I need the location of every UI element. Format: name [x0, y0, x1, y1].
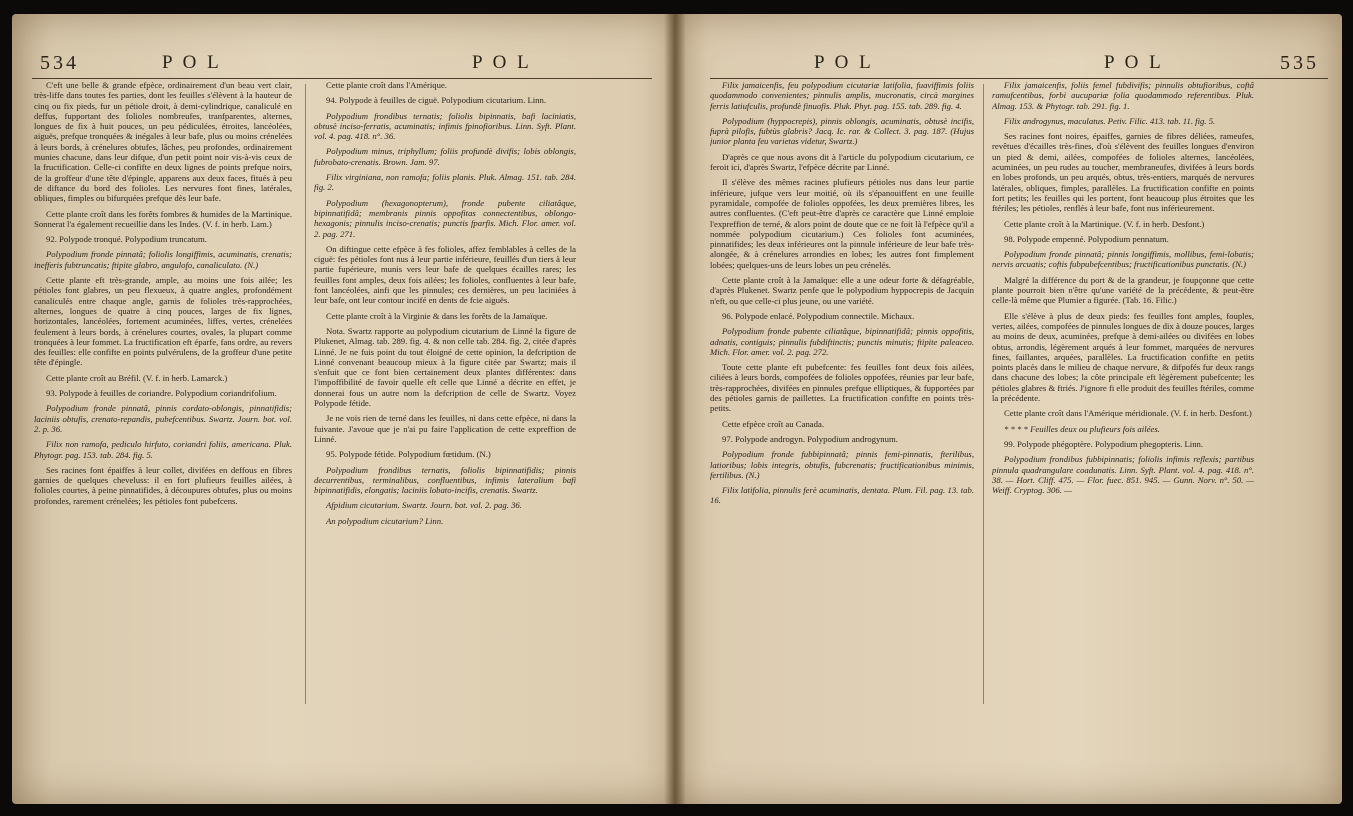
paragraph: Nota. Swartz rapporte au polypodium cicutarium de Linné la figure de Plukenet, Almag. tab. 289. fig. 4. & non celle tab. 284. fig. 2, citée d'après Linné. Je ne fuis point du tout éloigné de cette opinion, la defcription de Linné convenant beaucoup mieux à la figure citée par Swartz; mais il s'enfuit que ce font bien certainement deux plantes différentes: dans l'impoffibilité de favoir quelle eft celle que Linné a décrite en effet, je donnerai fous un autre nom la defcription de celle de Swartz. Voyez Polypode fétide. — [314, 325, 576, 409]
paragraph: 97. Polypode androgyn. Polypodium androgynum. — [722, 433, 898, 444]
paragraph: Cette plante croît dans l'Amérique. — [326, 80, 447, 90]
text-column-left-1 — [34, 80, 292, 730]
paragraph: Afpidium cicutarium. Swartz. Journ. bot. vol. 2. pag. 36. — [326, 500, 522, 511]
paragraph: Filix virginiana, non ramofa; foliis planis. Pluk. Almag. 151. tab. 284. fig. 2. — [314, 172, 576, 193]
running-head: P O L — [472, 52, 532, 73]
paragraph: Polypodium fronde fubbipinnatâ; pinnis femi-pinnatis, fterilibus, latioribus; lobis integris, obtufis, fubcrenatis; fructificationibus minimis, fertilibus. (N.) — [710, 449, 974, 480]
paragraph: Cette plante croît dans l'Amérique méridionale. (V. f. in herb. Desfont.) — [1004, 408, 1252, 419]
paragraph: Toute cette plante eft pubefcente: fes feuilles font deux fois ailées, ciliées à leurs bords, compofées de folioles oppofées, réunies par leur bafe, très-rapprochées, divifées en pinnules prefque elliptiques, & fupportées par des pétioles garnis de paillettes. La fructification confifte en points très-petits. — [710, 362, 974, 414]
paragraph: * * * * Feuilles deux ou plufieurs fois ailées. — [1004, 423, 1160, 434]
paragraph: Polypodium fronde pinnatâ; foliolis longiffimis, acuminatis, crenatis; inefferis fubtruncatis; ftipite glabro, angulofo, canaliculato. (N.) — [34, 249, 292, 270]
running-head: P O L — [1104, 52, 1164, 73]
paragraph: Filix androgynus, maculatus. Petiv. Filic. 413. tab. 11. fig. 5. — [1004, 115, 1216, 126]
paragraph: Polypodium frondibus ternatis; foliolis bipinnatis, bafi laciniatis, obtusè inciso-ferratis, acuminatis; infimis fpinofioribus. Linn. Syft. Plant. vol. 4. pag. 418. n°. 36. — [314, 110, 576, 142]
running-head: P O L — [814, 52, 874, 73]
paragraph: Polypodium fronde pinnatâ; pinnis longiffimis, mollibus, femi-lobatis; nervis arcuatis; coftis fubpubefcentibus; fructificationibus punctatis. (N.) — [992, 249, 1254, 270]
paragraph: Polypodium frondibus fubbipinnatis; foliolis infimis reflexis; partibus pinnula quadrangulare coadunatis. Linn. Syft. Plant. vol. 4. pag. 418. n°. 38. — Hort. Cliff. 475. — Flor. fuec. 851. 945. — Gunn. Norv. n°. 50. — Weiff. Cryptog. 306. — — [992, 454, 1254, 496]
paragraph: Filix non ramofa, pediculo hirfuto, coriandri foliis, americana. Pluk. Phytogr. pag. 153. tab. 284. fig. 5. — [34, 439, 292, 460]
paragraph: Polypodium frondibus ternatis, foliolis bipinnatifidis; pinnis decurrentibus, terminalibus, confluentibus, infimis lateralium bafi bipinnatifidis, elongatis; laciniis lobato-incifis, crenatis. Swartz. — [314, 464, 576, 496]
paragraph: Ses racines font noires, épaiffes, garnies de fibres déliées, rameufes, revêtues d'écailles très-fines, d'où s'élèvent des feuilles longues d'environ un pied & demi, ailées, compofées de folioles alternes, lancéolées, acuminées, un peu rudes au toucher, membraneufes, divifées à leurs bords en lobes profonds, un peu arqués, obtus, très-entiers, marqués de nervures latérales, obliques, fimples, parallèles. La fructification confifte en points fort petits; les feuilles qui les portent, font beaucoup plus étroites que les ftériles; les pétioles, renflés à leur bafe, font nus inférieurement. — [992, 131, 1254, 214]
paragraph: 95. Polypode fétide. Polypodium fœtidum. (N.) — [326, 449, 491, 460]
right-page-header — [674, 48, 1342, 78]
paragraph: Polypodium fronde pinnatâ, pinnis cordato-oblongis, pinnatifidis; laciniis obtufis, crenato-repandis, pubefcentibus. Swartz. Journ. bot. vol. 2. p. 36. — [34, 403, 292, 434]
header-rule — [32, 78, 652, 79]
paragraph: On diftingue cette efpèce à fes folioles, affez femblables à celles de la ciguë: fes pétioles font nus à leur partie inférieure, feuillés d'un tiers à leur partie fupérieure, munis vers leur bafe de quelques écailles rares; les feuilles font amples, deux fois ailées; les folioles, confluentes à leur bafe, font lancéolées, ainfi que les pinnules; ces dernières, un peu laciniées à leur bafe, ont leur contour incifé en dents de fcie aiguës. — [314, 243, 576, 306]
paragraph: Malgré la différence du port & de la grandeur, je foupçonne que cette plante pourroit bien n'être qu'une variété de la précédente, & peut-être celle-là même que Plumier a figurée. (Tab. 16. Filic.) — [992, 274, 1254, 306]
paragraph: Elle s'élève à plus de deux pieds: fes feuilles font amples, fouples, vertes, ailées, compofées de pinnules longues de dix à douze pouces, larges au moins de deux, acuminées, prefque à demi-ailées ou divifées en lobes obtus, arrondis, légèrement arqués à leur fommet, marquées de nervures fines, faillantes, arquées, parallèles. La fructification confifte en petits points placés dans le milieu de chaque nervure, & difpofés fur deux rangs dans chacune des lobes; la côte principale eft légèrement pubefcente; les pétioles glabres & ftriés. J'ignore fi elle produit des feuilles ftériles, comme la précédente. — [992, 310, 1254, 404]
column-divider — [983, 84, 984, 704]
right-page — [674, 14, 1342, 804]
paragraph: Il s'élève des mêmes racines plufieurs pétioles nus dans leur partie inférieure, jufque vers leur moitié, où ils s'épanouiffent en une feuille pyramidale, compofée de folioles oppofées, les deux premières libres, les autres confluentes. (C'eft peut-être d'après ce caractère que Linné emploie l'expreffion de terné, & alors point de doute que ce ne foit là l'efpèce qu'il a nommée polypodium cicutarium.) Ces folioles font acuminées, pinnatifides; les deux inférieures ont la pinnule inférieure de leur bafe très-alongée, & à crénelures arrondies en lobes; les autres font fimplement lobées; quelques-uns de leurs lobes un peu crénelés. — [710, 177, 974, 270]
paragraph: 92. Polypode tronqué. Polypodium truncatum. — [46, 234, 207, 245]
paragraph: D'après ce que nous avons dit à l'article du polypodium cicutarium, ce feroit ici, d'après Swartz, l'efpèce décrite par Linné. — [710, 151, 974, 173]
left-page — [12, 14, 674, 804]
paragraph: Polypodium minus, triphyllum; foliis profundè divifis; lobis oblongis, fubrobato-crenatis. Brown. Jam. 97. — [314, 146, 576, 167]
paragraph: Cette plante croît à la Martinique. (V. f. in herb. Desfont.) — [1004, 218, 1205, 229]
text-column-right-1 — [710, 80, 974, 730]
paragraph: Cette plante croît au Bréfil. (V. f. in herb. Lamarck.) — [46, 372, 228, 383]
paragraph: Ses racines font épaiffes à leur collet, divifées en deffous en fibres garnies de quelques cheveluss: il en fort plufieurs feuilles ailées, à folioles courtes, à peine pinnatifides, à découpures obtufes, plus ou moins profondes, rarement crénelées; les pétioles font pubefcens. — [34, 464, 292, 506]
paragraph: 98. Polypode empenné. Polypodium pennatum. — [1004, 233, 1169, 244]
paragraph: Cette efpèce croît au Canada. — [722, 418, 825, 429]
text-column-left-2 — [314, 80, 576, 730]
running-head: P O L — [162, 52, 222, 73]
paragraph: Cette plante croît dans les forêts fombres & humides de la Martinique. Sonnerat l'a également recueillie dans les Indes. (V. f. in herb. Lam.) — [34, 208, 292, 229]
paragraph: Cette plante croît à la Jamaïque: elle a une odeur forte & défagréable, d'après Plukenet. Swartz penfe que le polypodium hyppocrepis de Jacquin n'eft, ou que celle-ci plus jeune, ou une variété. — [710, 275, 974, 306]
paragraph: Cette plante croît à la Virginie & dans les forêts de la Jamaïque. — [326, 310, 548, 321]
book-gutter — [664, 14, 686, 804]
column-divider — [305, 84, 306, 704]
paragraph: Polypodium (hexagonopterum), fronde pubente ciliatâque, bipinnatifidâ; membranis pinnis oppofitas connectentibus, oblongo-hexagonis; pinnulis inciso-crenatis; punctis fparfis. Mich. Flor. amer. vol. 2. pag. 271. — [314, 197, 576, 239]
page-number: 534 — [40, 52, 79, 74]
paragraph: Cette plante eft très-grande, ample, au moins une fois ailée; les pétioles font glabres, un peu flexueux, à quatre angles, profondément canaliculés entre chaque angle, garnis de folioles très-rapprochées, alternes, longues de quatre à cinq pouces, larges de fix lignes, horizontales, lancéolées, fortement acuminées, liffes, vertes, crénelées feulement à leurs bords, à crénelures courtes, ovales, la plupart comme tronquées à leur fommet. La fructification eft éparfe, fans ordre, au revers des feuilles: elle confifte en points pulvérulens, de la groffeur d'une petite tête d'épingle. — [34, 275, 292, 368]
header-rule — [710, 78, 1328, 79]
paragraph: Filix latifolia, pinnulis ferè acuminatis, dentata. Plum. Fil. pag. 13. tab. 16. — [710, 485, 974, 506]
paragraph: Polypodium (hyppocrepis), pinnis oblongis, acuminatis, obtusè incifis, fuprà pilofis, fubtùs glabris? Jacq. Ic. rar. & Collect. 3. pag. 187. (Hujus junior planta feu varietas videtur, Swartz.) — [710, 115, 974, 147]
text-column-right-2 — [992, 80, 1254, 730]
paragraph: C'eft une belle & grande efpèce, ordinairement d'un beau vert clair, très-liffe dans toutes fes parties, dont les feuilles s'élèvent à la hauteur de cinq ou fix pieds, fur un pétiole droit, à demi-cylindrique, canaliculé en deffus, fupportant des folioles nombreufes, tranfparentes, alternes, longues de fix à huit pouces, un peu pédiculées, étroites, lancéolées, aiguës, prefque tronquées & inégales à leur bafe, plus ou moins crénelées à leurs bords, à crénelures obtufes, lâches, peu profondes, ordinairement munies chacune, dans leur difque, d'un petit point noir vis-à-vis ceux de la fructification. Celle-ci confifte en deux lignes de points prefque noirs, de la groffeur d'une tête d'épingle, apparens aux deux faces, fitués à peu de diftance du bord des folioles. Les nervures font fines, latérales, obliques, fimples ou bifurquées prefque dès leur bafe. — [34, 80, 292, 204]
left-page-header — [12, 48, 674, 78]
paragraph: Filix jamaicenfis, feu polypodium cicutariæ latifolia, fuaviffimis foliis quodammodo convenientes; pinnulis amplis, mucronatis, circà margines ferris latiufculis, profundè finuofis. Pluk. Phyt. pag. 155. tab. 289. fig. 4. — [710, 80, 974, 111]
page-number: 535 — [1280, 52, 1319, 74]
paragraph: Filix jamaicenfis, foliis femel fubdivifis; pinnulis obtufioribus, coftâ ramufcentibus, forbi aucupariæ folia quodammodo referentibus. Pluk. Almag. 153. & Phytogr. tab. 291. fig. 1. — [992, 80, 1254, 111]
paragraph: 93. Polypode à feuilles de coriandre. Polypodium coriandrifolium. — [46, 388, 277, 399]
paragraph: An polypodium cicutarium? Linn. — [326, 515, 444, 526]
paragraph: 94. Polypode à feuilles de ciguë. Polypodium cicutarium. Linn. — [326, 95, 547, 106]
paragraph: 96. Polypode enlacé. Polypodium connectile. Michaux. — [722, 310, 915, 321]
paragraph: Je ne vois rien de terné dans les feuilles, ni dans cette efpèce, ni dans la fuivante. J'avoue que je n'ai pu faire l'application de cette expreffion de Linné. — [314, 413, 576, 444]
paragraph: 99. Polypode phégoptère. Polypodium phegopteris. Linn. — [1004, 438, 1204, 449]
paragraph: Polypodium fronde pubente ciliatâque, bipinnatifidâ; pinnis oppofitis, adnatis, contiguis; pinnulis fubdiftinctis; punctis minutis; ftipite paleaceo. Mich. Flor. amer. vol. 2. pag. 272. — [710, 326, 974, 357]
